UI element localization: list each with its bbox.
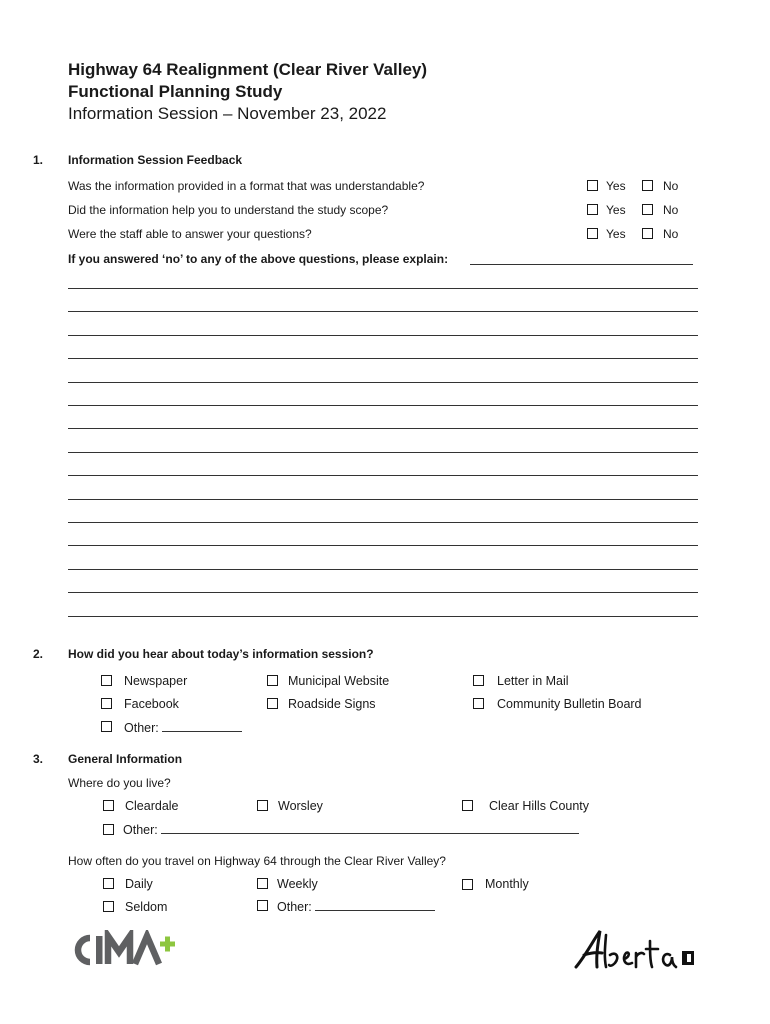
section-3-heading: General Information: [68, 752, 183, 766]
explain-line[interactable]: [68, 311, 698, 312]
other-residence-blank[interactable]: [161, 832, 579, 834]
q2-yes-label: Yes: [606, 203, 626, 217]
live-question: Where do you live?: [68, 776, 171, 790]
seldom-checkbox[interactable]: [103, 901, 114, 912]
worsley-label: Worsley: [278, 799, 323, 813]
letter-in-mail-checkbox[interactable]: [473, 675, 484, 686]
explain-line[interactable]: [68, 569, 698, 570]
newspaper-checkbox[interactable]: [101, 675, 112, 686]
roadside-signs-label: Roadside Signs: [288, 697, 376, 711]
cleardale-checkbox[interactable]: [103, 800, 114, 811]
facebook-label: Facebook: [124, 697, 179, 711]
explain-line[interactable]: [68, 545, 698, 546]
q2-yes-checkbox[interactable]: [587, 204, 598, 215]
q3-no-checkbox[interactable]: [642, 228, 653, 239]
monthly-checkbox[interactable]: [462, 879, 473, 890]
newspaper-label: Newspaper: [124, 674, 188, 688]
question-staff-answers: Were the staff able to answer your questions?: [68, 227, 312, 241]
q1-yes-checkbox[interactable]: [587, 180, 598, 191]
other-frequency-checkbox[interactable]: [257, 900, 268, 911]
explain-first-line[interactable]: [470, 264, 693, 265]
alberta-logo: [572, 925, 707, 977]
cima-logo-graphic: [68, 930, 193, 970]
daily-checkbox[interactable]: [103, 878, 114, 889]
cleardale-label: Cleardale: [125, 799, 179, 813]
explain-line[interactable]: [68, 522, 698, 523]
clear-hills-county-label: Clear Hills County: [489, 799, 590, 813]
q2-no-checkbox[interactable]: [642, 204, 653, 215]
explain-line[interactable]: [68, 616, 698, 617]
section-1-heading: Information Session Feedback: [68, 153, 243, 167]
session-subtitle: Information Session – November 23, 2022: [68, 104, 387, 123]
other-frequency-label: Other:: [277, 900, 435, 914]
travel-question: How often do you travel on Highway 64 through the Clear River Valley?: [68, 854, 446, 868]
explain-line[interactable]: [68, 335, 698, 336]
seldom-label: Seldom: [125, 900, 168, 914]
q3-no-label: No: [663, 227, 679, 241]
q3-yes-label: Yes: [606, 227, 626, 241]
alberta-logo-graphic: [572, 925, 707, 977]
explain-line[interactable]: [68, 358, 698, 359]
section-1-number: 1.: [33, 153, 44, 167]
daily-label: Daily: [125, 877, 153, 891]
q1-no-checkbox[interactable]: [642, 180, 653, 191]
explain-line[interactable]: [68, 592, 698, 593]
other-residence-label: Other:: [123, 823, 579, 837]
other-source-checkbox[interactable]: [101, 721, 112, 732]
worsley-checkbox[interactable]: [257, 800, 268, 811]
weekly-label: Weekly: [277, 877, 318, 891]
title-line-2: Functional Planning Study: [68, 82, 283, 101]
explain-prompt: If you answered ‘no’ to any of the above questions, please explain:: [68, 252, 449, 266]
other-residence-checkbox[interactable]: [103, 824, 114, 835]
community-bulletin-board-checkbox[interactable]: [473, 698, 484, 709]
q1-yes-label: Yes: [606, 179, 626, 193]
municipal-website-checkbox[interactable]: [267, 675, 278, 686]
explain-line[interactable]: [68, 475, 698, 476]
question-study-scope: Did the information help you to understand the study scope?: [68, 203, 389, 217]
section-3-number: 3.: [33, 752, 44, 766]
roadside-signs-checkbox[interactable]: [267, 698, 278, 709]
explain-line[interactable]: [68, 382, 698, 383]
facebook-checkbox[interactable]: [101, 698, 112, 709]
explain-line[interactable]: [68, 428, 698, 429]
clear-hills-county-checkbox[interactable]: [462, 800, 473, 811]
explain-line[interactable]: [68, 405, 698, 406]
question-format-understandable: Was the information provided in a format that was understandable?: [68, 179, 425, 193]
other-source-label: Other:: [124, 721, 242, 735]
community-bulletin-board-label: Community Bulletin Board: [497, 697, 642, 711]
q1-no-label: No: [663, 179, 679, 193]
section-2-heading: How did you hear about today’s information session?: [68, 647, 374, 661]
monthly-label: Monthly: [485, 877, 529, 891]
weekly-checkbox[interactable]: [257, 878, 268, 889]
other-frequency-blank[interactable]: [315, 909, 435, 911]
q3-yes-checkbox[interactable]: [587, 228, 598, 239]
title-line-1: Highway 64 Realignment (Clear River Valley): [68, 60, 428, 79]
explain-line[interactable]: [68, 288, 698, 289]
explain-line[interactable]: [68, 499, 698, 500]
q2-no-label: No: [663, 203, 679, 217]
section-2-number: 2.: [33, 647, 44, 661]
cima-logo: [68, 930, 193, 970]
municipal-website-label: Municipal Website: [288, 674, 390, 688]
other-source-blank[interactable]: [162, 730, 242, 732]
explain-line[interactable]: [68, 452, 698, 453]
letter-in-mail-label: Letter in Mail: [497, 674, 569, 688]
